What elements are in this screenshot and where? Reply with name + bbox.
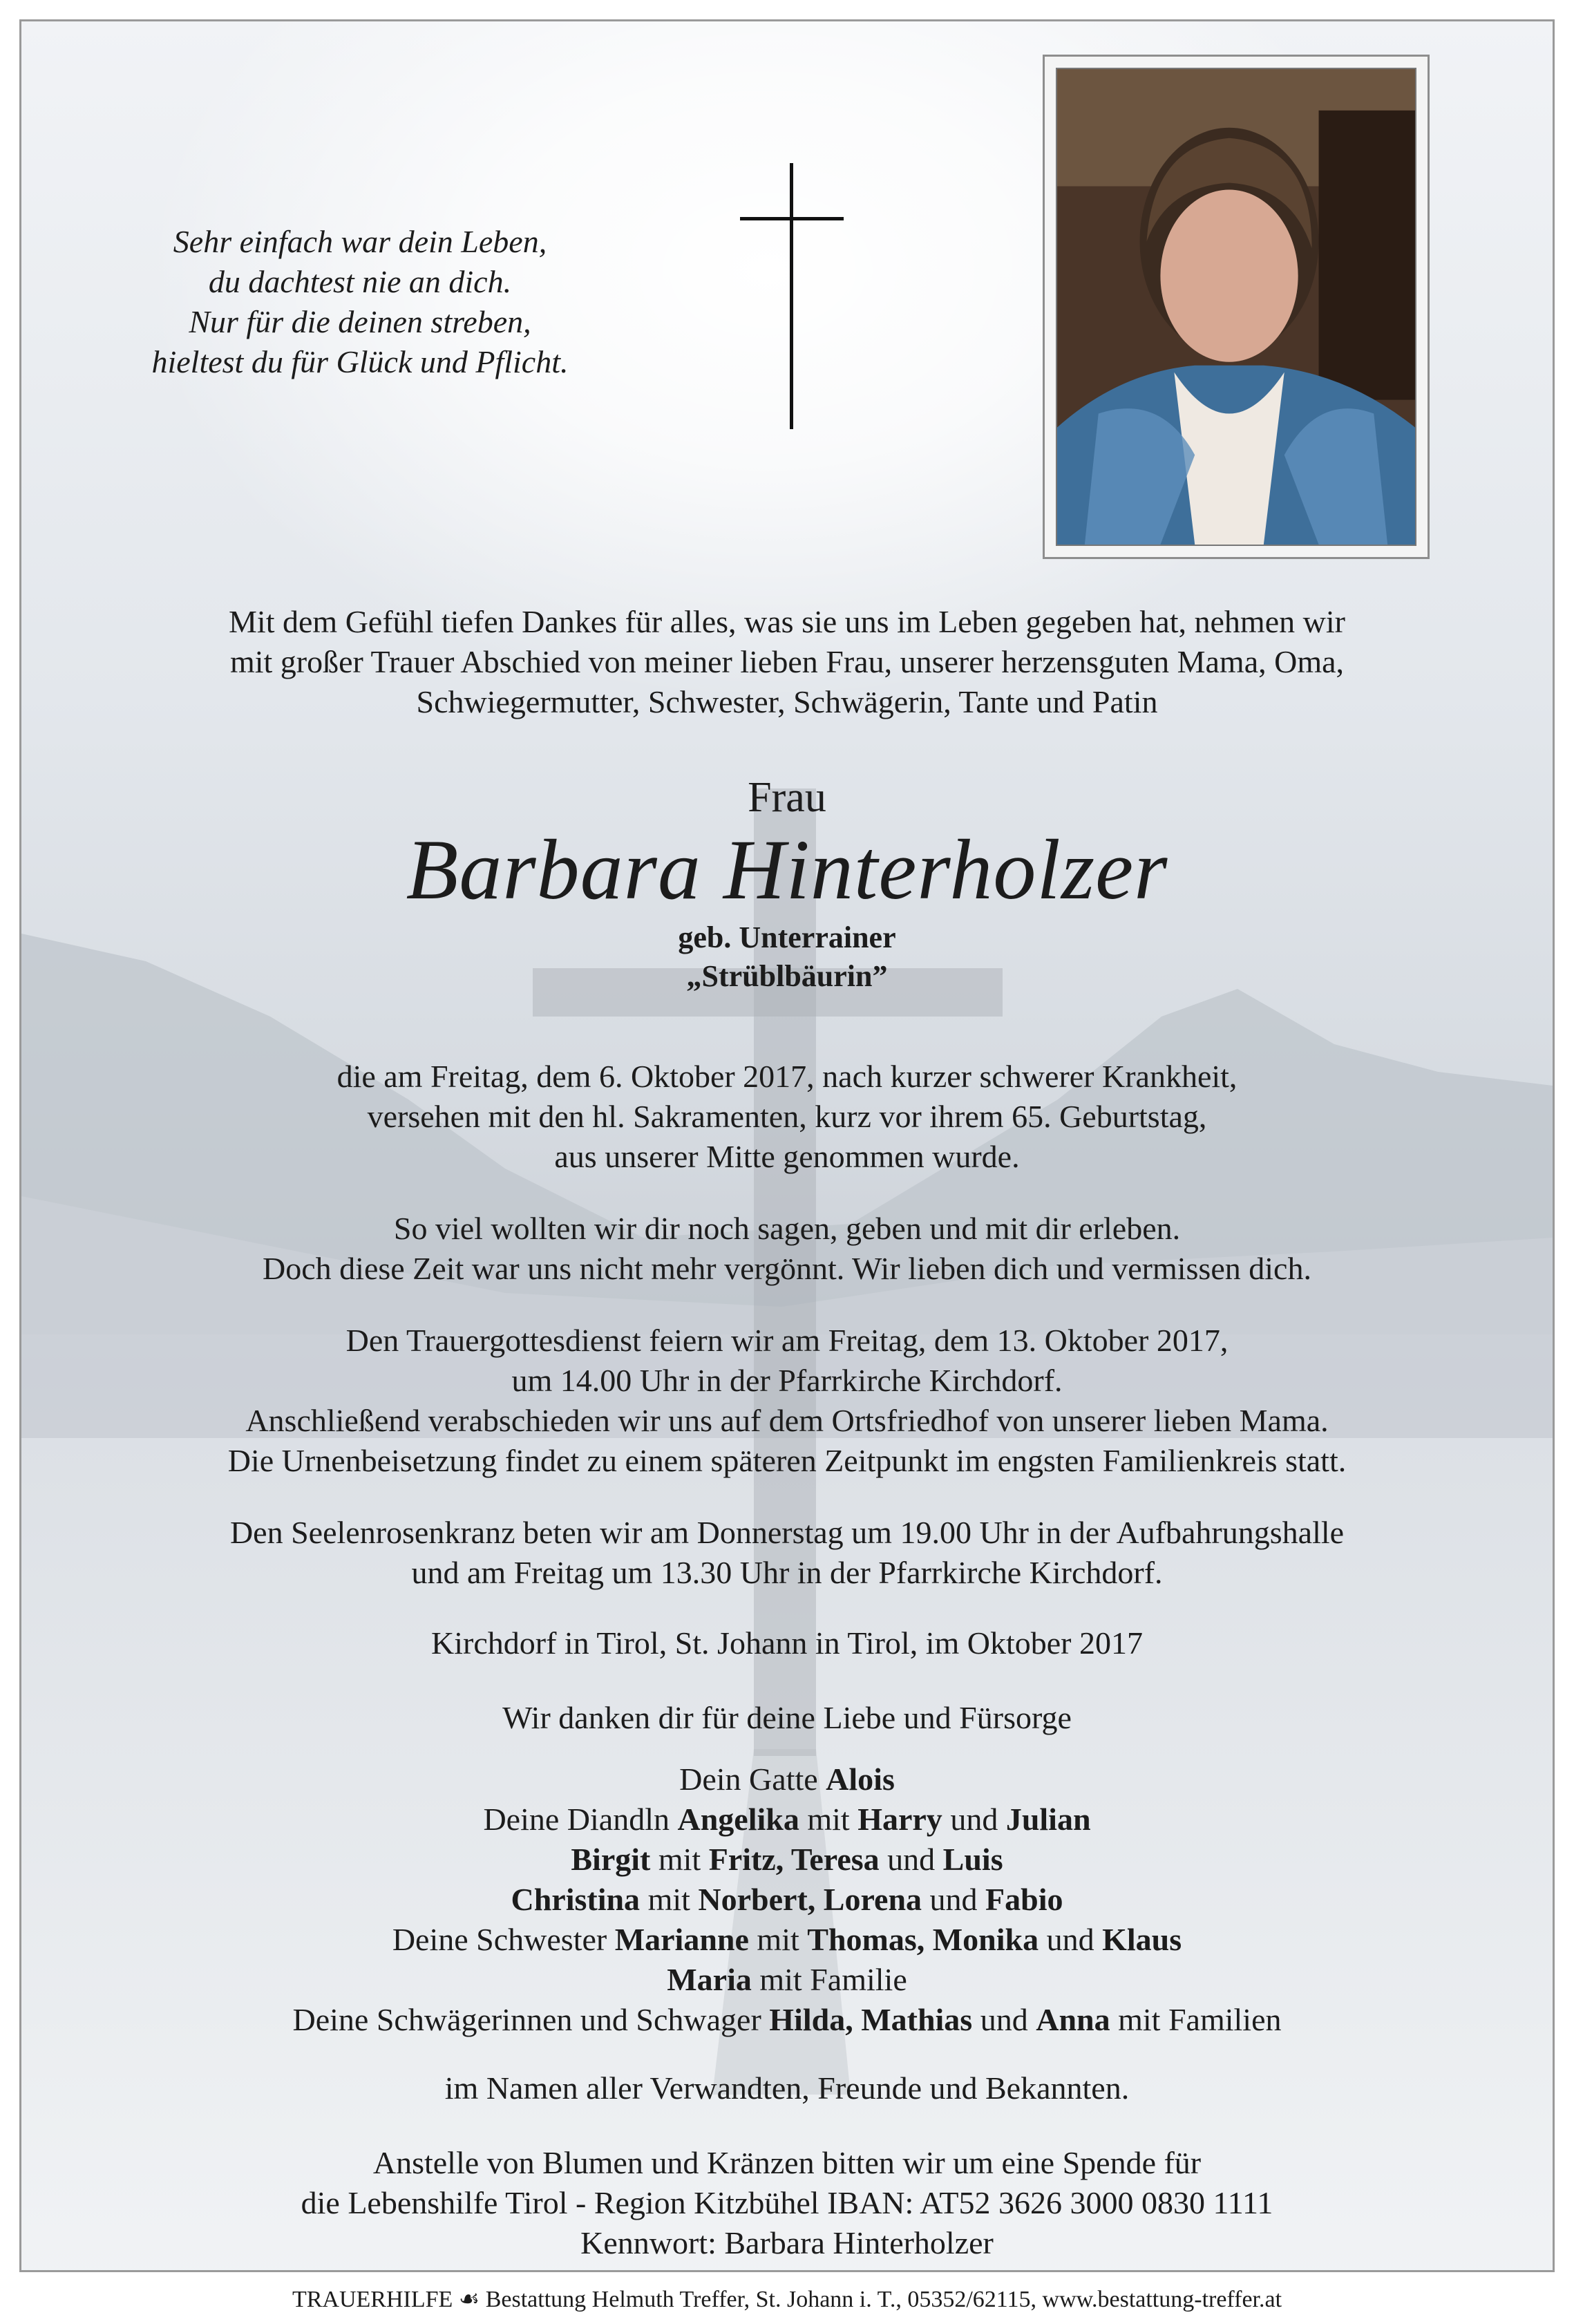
family-text: Deine Schwägerinnen und Schwager — [292, 2002, 770, 2037]
family-line — [21, 2000, 1553, 2040]
relatives-line — [21, 2068, 1553, 2108]
family-member-name: Julian — [1005, 1802, 1091, 1837]
donation-line: die Lebenshilfe Tirol - Region Kitzbühel IBAN: AT52 3626 3000 0830 1111 — [301, 2185, 1273, 2220]
family-member-name: Marianne — [614, 1922, 749, 1957]
service-line: Anschließend verabschieden wir uns auf dem Ortsfriedhof von unserer lieben Mama. — [245, 1403, 1329, 1438]
family-member-name: Maria — [667, 1962, 752, 1997]
family-member-name: Fritz, Teresa — [708, 1842, 880, 1877]
rosary-line: und am Freitag um 13.30 Uhr in der Pfarrkirche Kirchdorf. — [411, 1555, 1163, 1590]
obituary-frame — [19, 19, 1555, 2272]
verse-line: Nur für die deinen streben, — [189, 304, 531, 339]
family-member-name: Angelika — [677, 1802, 799, 1837]
family-line — [21, 1920, 1553, 1960]
name-block — [21, 773, 1553, 996]
family-text: Dein Gatte — [679, 1761, 826, 1797]
family-member-name: Klaus — [1102, 1922, 1182, 1957]
family-text: mit — [748, 1922, 808, 1957]
donation-info — [21, 2143, 1553, 2263]
portrait-photo — [1056, 68, 1416, 546]
family-member-name: Alois — [826, 1761, 895, 1797]
farewell-text — [21, 1209, 1553, 1289]
donation-line: Anstelle von Blumen und Kränzen bitten wir um eine Spende für — [372, 2145, 1202, 2180]
death-notice-line: aus unserer Mitte genommen wurde. — [554, 1139, 1020, 1174]
rosary-info — [21, 1513, 1553, 1593]
portrait-frame — [1043, 55, 1430, 559]
rosary-line: Den Seelenrosenkranz beten wir am Donnerstag um 19.00 Uhr in der Aufbahrungshalle — [229, 1515, 1345, 1550]
family-text: und — [942, 1802, 1006, 1837]
intro-line: mit großer Trauer Abschied von meiner lieben Frau, unserer herzensguten Mama, Oma, — [229, 644, 1345, 679]
family-line — [21, 1759, 1553, 1799]
thanks-line — [21, 1698, 1553, 1738]
family-member-name: Fabio — [985, 1882, 1063, 1917]
family-text: und — [1039, 1922, 1103, 1957]
funeral-home-footer: TRAUERHILFE ☙ Bestattung Helmuth Treffer, St. Johann i. T., 05352/62115, www.bestattung-treffer.at — [292, 2287, 1282, 2312]
family-line — [21, 1960, 1553, 2000]
family-member-name: Thomas, Monika — [807, 1922, 1039, 1957]
verse-line: hieltest du für Glück und Pflicht. — [151, 344, 569, 379]
family-text: und — [972, 2002, 1036, 2037]
deceased-name: Barbara Hinterholzer — [406, 822, 1168, 917]
family-member-name: Christina — [511, 1882, 641, 1917]
death-notice-line: versehen mit den hl. Sakramenten, kurz vor ihrem 65. Geburtstag, — [367, 1099, 1207, 1134]
death-notice-line: die am Freitag, dem 6. Oktober 2017, nach kurzer schwerer Krankheit, — [336, 1059, 1238, 1094]
salutation: Frau — [748, 774, 826, 821]
thanks-text: Wir danken dir für deine Liebe und Fürsorge — [502, 1700, 1072, 1735]
verse-line: du dachtest nie an dich. — [208, 264, 512, 299]
family-text: und — [922, 1882, 986, 1917]
farewell-line: Doch diese Zeit war uns nicht mehr vergönnt. Wir lieben dich und vermissen dich. — [263, 1251, 1311, 1286]
intro-line: Mit dem Gefühl tiefen Dankes für alles, was sie uns im Leben gegeben hat, nehmen wir — [229, 604, 1345, 639]
family-text: Deine Diandln — [483, 1802, 678, 1837]
family-list — [21, 1759, 1553, 2040]
service-info — [21, 1321, 1553, 1481]
family-text: mit — [650, 1842, 709, 1877]
farewell-line: So viel wollten wir dir noch sagen, geben und mit dir erleben. — [393, 1211, 1181, 1246]
family-text: und — [879, 1842, 943, 1877]
place-date — [21, 1623, 1553, 1663]
family-member-name: Luis — [942, 1842, 1003, 1877]
death-notice — [21, 1057, 1553, 1177]
service-line: Die Urnenbeisetzung findet zu einem späteren Zeitpunkt im engsten Familienkreis statt. — [227, 1443, 1347, 1478]
donation-line: Kennwort: Barbara Hinterholzer — [580, 2225, 994, 2260]
birth-name: geb. Unterrainer — [678, 920, 896, 954]
place-date-line: Kirchdorf in Tirol, St. Johann in Tirol, im Oktober 2017 — [431, 1625, 1143, 1661]
family-member-name: Harry — [857, 1802, 942, 1837]
family-text: Deine Schwester — [392, 1922, 615, 1957]
family-text: mit — [640, 1882, 699, 1917]
family-text: mit — [799, 1802, 858, 1837]
family-member-name: Hilda, Mathias — [769, 2002, 973, 2037]
family-line — [21, 1880, 1553, 1920]
family-line — [21, 1799, 1553, 1840]
family-member-name: Birgit — [571, 1842, 651, 1877]
intro-text — [21, 602, 1553, 722]
family-member-name: Norbert, Lorena — [698, 1882, 922, 1917]
cross-icon — [740, 163, 844, 453]
nickname: „Strüblbäurin” — [686, 959, 888, 993]
relatives-text: im Namen aller Verwandten, Freunde und Bekannten. — [444, 2070, 1130, 2106]
service-line: Den Trauergottesdienst feiern wir am Freitag, dem 13. Oktober 2017, — [345, 1323, 1229, 1358]
intro-line: Schwiegermutter, Schwester, Schwägerin, Tante und Patin — [416, 684, 1158, 719]
obituary-content — [21, 21, 1553, 2270]
family-text: mit Familie — [751, 1962, 907, 1997]
family-text: mit Familien — [1110, 2002, 1282, 2037]
memorial-verse — [97, 222, 623, 382]
family-line — [21, 1840, 1553, 1880]
family-member-name: Anna — [1036, 2002, 1110, 2037]
service-line: um 14.00 Uhr in der Pfarrkirche Kirchdorf. — [511, 1363, 1063, 1398]
verse-line: Sehr einfach war dein Leben, — [173, 224, 547, 259]
